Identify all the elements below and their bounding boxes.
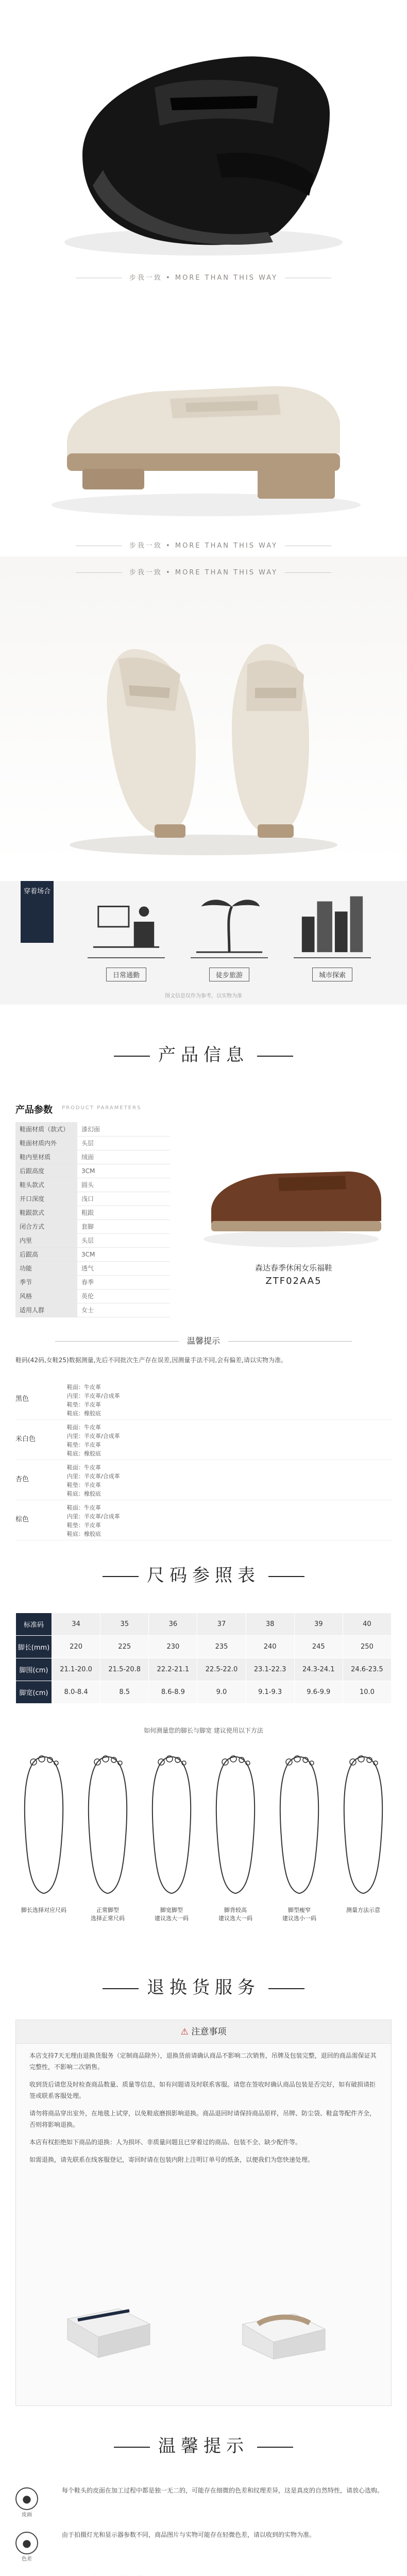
- occasion-commute-label: 日常通勤: [106, 968, 146, 981]
- params-row: [15, 1247, 170, 1261]
- return-section: [0, 1963, 407, 2427]
- foot-type-item: [141, 1747, 202, 1923]
- beige-loafer-pair-image: [0, 556, 407, 866]
- params-key: 功能: [15, 1261, 77, 1275]
- size-cell: 230: [149, 1636, 197, 1658]
- params-key: 鞋面材质（款式）: [15, 1122, 77, 1136]
- size-cell: 10.0: [343, 1681, 391, 1704]
- foot-type-caption: 正常脚型 选择正常尺码: [91, 1907, 125, 1922]
- params-key: 季节: [15, 1275, 77, 1289]
- size-cell: 8.6-8.9: [149, 1681, 197, 1704]
- foot-type-caption: 脚宽脚型 建议选大一码: [155, 1907, 189, 1922]
- params-key: 开口深度: [15, 1192, 77, 1206]
- size-cell: 225: [100, 1636, 149, 1658]
- params-value: 3CM: [77, 1164, 170, 1178]
- black-loafer-image: [0, 0, 407, 289]
- params-key: 鞋内里材质: [15, 1150, 77, 1164]
- size-row: [16, 1681, 392, 1704]
- tip-row: [15, 2483, 392, 2517]
- size-row-head: 标准码: [16, 1613, 52, 1636]
- size-cell: 22.2-21.1: [149, 1658, 197, 1681]
- params-key: 鞋头款式: [15, 1178, 77, 1192]
- occasion-note: 图文信息仅作为参考，以实物为准: [165, 993, 242, 999]
- params-row: [15, 1150, 170, 1164]
- brown-loafer-image: [191, 1133, 392, 1257]
- params-value: 透气: [77, 1261, 170, 1275]
- params-value: 3CM: [77, 1247, 170, 1261]
- foot-type-caption: 脚型瘦窄 建议选小一码: [282, 1907, 316, 1922]
- material-line: 内里：羊皮革/合成革: [67, 1473, 120, 1480]
- size-title: 尺码参照表: [0, 1561, 407, 1586]
- palm-tree-icon: [191, 886, 268, 958]
- material-line: 鞋底：橡胶底: [67, 1531, 101, 1537]
- params-row: [15, 1219, 170, 1233]
- size-cell: 8.5: [100, 1681, 149, 1704]
- size-cell: 220: [52, 1636, 100, 1658]
- return-paragraph: 收到货后请您及时检查商品数量、质量等信息，如有问题请及时联系客服。请您在签收时确认商品包装是否完好，如有破损请拒签或联系客服处理。: [29, 2081, 376, 2099]
- foot-type-item: [205, 1747, 266, 1923]
- params-key: 后跟高度: [15, 1164, 77, 1178]
- size-note: 如何测量您的脚长与脚宽 建议使用以下方法: [144, 1727, 263, 1734]
- tips-section: [0, 2427, 407, 2576]
- foot-outline-icon: [13, 1747, 75, 1901]
- material-row: [15, 1501, 392, 1540]
- params-row: [15, 1206, 170, 1219]
- product-info-title: 产品信息: [0, 1041, 407, 1066]
- foot-type-caption: 测量方法示意: [346, 1907, 380, 1913]
- tip-text: 每个鞋头的皮面在加工过程中都是独一无二的，可能存在细微的色差和纹理差异，这是真皮的自然特性，请放心选购。: [62, 2487, 384, 2494]
- params-key: 后跟高: [15, 1247, 77, 1261]
- params-row: [15, 1233, 170, 1247]
- return-notice-box: [15, 2020, 392, 2406]
- insole-tip-note: 鞋码(42码,女鞋25)数据测量,先后不同批次生产存在误差,因测量手法不同,会有偏差,请以实物为准。: [15, 1357, 287, 1364]
- hero-beige-loafer-side: [0, 289, 407, 556]
- material-row: [15, 1461, 392, 1500]
- occasion-section: [0, 881, 407, 1005]
- params-value: 绒面: [77, 1150, 170, 1164]
- hero-tagline-2: 步我一致 • MORE THAN THIS WAY: [0, 540, 407, 550]
- product-params-block: [0, 1103, 407, 1319]
- size-cell: 34: [52, 1613, 100, 1636]
- return-paragraph: 请勿将商品穿出室外，在地毯上试穿，以免鞋底磨损影响退换。商品退回时请保持商品原样，吊牌、防尘袋、鞋盒等配件齐全，否则将影响退换。: [29, 2110, 376, 2128]
- leather-icon: ●: [15, 2487, 38, 2510]
- params-value: 头层: [77, 1136, 170, 1150]
- material-line: 鞋垫：羊皮革: [67, 1442, 101, 1448]
- size-cell: 245: [294, 1636, 343, 1658]
- params-key: 鞋跟款式: [15, 1206, 77, 1219]
- size-row: [16, 1613, 392, 1636]
- material-line: 鞋垫：羊皮革: [67, 1401, 101, 1408]
- foot-type-item: [77, 1747, 139, 1923]
- size-cell: 24.3-24.1: [294, 1658, 343, 1681]
- params-key: 内里: [15, 1233, 77, 1247]
- return-title: 退换货服务: [0, 1973, 407, 1998]
- params-value: 春季: [77, 1275, 170, 1289]
- material-color-label: 黑色: [15, 1395, 29, 1403]
- shoe-box-image: [62, 2288, 155, 2360]
- size-cell: 240: [246, 1636, 294, 1658]
- size-row: [16, 1636, 392, 1658]
- size-cell: 21.1-20.0: [52, 1658, 100, 1681]
- foot-outline-icon: [141, 1747, 202, 1901]
- params-value: 女士: [77, 1303, 170, 1317]
- params-row: [15, 1178, 170, 1192]
- params-row: [15, 1303, 170, 1317]
- model-code: ZTF02AA5: [265, 1276, 322, 1286]
- material-line: 鞋面：牛皮革: [67, 1464, 101, 1471]
- foot-type-item: [332, 1747, 394, 1914]
- occasion-commute: [82, 886, 170, 989]
- return-paragraph: 本店有权拒绝如下商品的退换：人为损坏、非质量问题且已穿着过的商品、包装不全、缺少配件等。: [29, 2139, 302, 2146]
- params-row: [15, 1164, 170, 1178]
- material-line: 鞋底：橡胶底: [67, 1490, 101, 1497]
- params-title: 产品参数: [15, 1105, 53, 1115]
- material-row: [15, 1421, 392, 1460]
- material-line: 内里：羊皮革/合成革: [67, 1393, 120, 1399]
- tip-icon-caption: 色差: [22, 2556, 32, 2562]
- size-row-head: 脚长(mm): [16, 1636, 52, 1658]
- size-cell: 235: [197, 1636, 246, 1658]
- material-color-label: 米白色: [15, 1435, 36, 1443]
- occasion-city-label: 城市探索: [312, 968, 352, 981]
- product-info-section: [0, 1005, 407, 1540]
- material-line: 鞋底：橡胶底: [67, 1410, 101, 1417]
- hero-beige-pair: [0, 556, 407, 866]
- material-line: 鞋面：牛皮革: [67, 1384, 101, 1391]
- material-color-label: 棕色: [15, 1516, 29, 1523]
- params-key: 适用人群: [15, 1303, 77, 1317]
- size-row: [16, 1658, 392, 1681]
- size-cell: 39: [294, 1613, 343, 1636]
- size-cell: 9.0: [197, 1681, 246, 1704]
- params-value: 粗跟: [77, 1206, 170, 1219]
- params-subtitle: PRODUCT PARAMETERS: [62, 1105, 142, 1111]
- size-cell: 8.0-8.4: [52, 1681, 100, 1704]
- tip-text: 由于拍摄灯光和显示器参数不同，商品图片与实物可能存在轻微色差，请以收到的实物为准。: [62, 2531, 316, 2538]
- size-cell: 38: [246, 1613, 294, 1636]
- material-line: 鞋垫：羊皮革: [67, 1482, 101, 1488]
- size-cell: 250: [343, 1636, 391, 1658]
- material-line: 内里：羊皮革/合成革: [67, 1513, 120, 1520]
- params-value: 头层: [77, 1233, 170, 1247]
- size-cell: 37: [197, 1613, 246, 1636]
- shoe-box-open-image: [238, 2288, 330, 2360]
- foot-type-caption: 脚背较高 建议选大一码: [218, 1907, 252, 1922]
- city-skyline-icon: [294, 886, 371, 958]
- tips-title: 温馨提示: [0, 2432, 407, 2457]
- size-cell: 9.6-9.9: [294, 1681, 343, 1704]
- params-key: 鞋面材质内外: [15, 1136, 77, 1150]
- beige-loafer-side-image: [0, 289, 407, 556]
- size-table: [15, 1613, 392, 1704]
- material-line: 鞋面：牛皮革: [67, 1504, 101, 1511]
- occasion-tag: 穿着场合: [21, 881, 54, 943]
- occasion-travel: [185, 886, 273, 989]
- params-row: [15, 1192, 170, 1206]
- params-row: [15, 1275, 170, 1289]
- warning-icon: ⚠: [180, 2027, 192, 2037]
- params-value: 圆头: [77, 1178, 170, 1192]
- size-cell: 40: [343, 1613, 391, 1636]
- size-cell: 35: [100, 1613, 149, 1636]
- foot-outline-icon: [77, 1747, 139, 1901]
- size-cell: 24.6-23.5: [343, 1658, 391, 1681]
- params-row: [15, 1122, 170, 1136]
- palette-icon: ●: [15, 2532, 38, 2554]
- material-row: [15, 1381, 392, 1420]
- hero-tagline-3: 步我一致 • MORE THAN THIS WAY: [0, 567, 407, 577]
- foot-outline-icon: [268, 1747, 330, 1901]
- return-paragraph: 如需退换，请先联系在线客服登记，寄回时请在包装内附上注明订单号的纸条，以便我们为您快速处理。: [29, 2156, 314, 2163]
- params-key: 闭合方式: [15, 1219, 77, 1233]
- size-cell: 36: [149, 1613, 197, 1636]
- params-value: 漆幻面: [77, 1122, 170, 1136]
- size-row-head: 脚宽(cm): [16, 1681, 52, 1704]
- size-cell: 23.1-22.3: [246, 1658, 294, 1681]
- params-row: [15, 1289, 170, 1303]
- size-cell: 22.5-22.0: [197, 1658, 246, 1681]
- tip-row: [15, 2572, 392, 2576]
- params-table: [15, 1122, 170, 1317]
- foot-type-caption: 脚长选择对应尺码: [21, 1907, 66, 1913]
- foot-outline-icon: [205, 1747, 266, 1901]
- hero-tagline: 步我一致 • MORE THAN THIS WAY: [0, 272, 407, 282]
- params-key: 风格: [15, 1289, 77, 1303]
- params-row: [15, 1136, 170, 1150]
- tip-row: [15, 2528, 392, 2562]
- foot-outline-icon: [332, 1747, 394, 1901]
- params-value: 英伦: [77, 1289, 170, 1303]
- insole-tip-heading: 温馨提示: [0, 1334, 407, 1346]
- size-section: [0, 1540, 407, 1963]
- tip-icon-caption: 皮面: [22, 2512, 32, 2518]
- material-line: 鞋底：橡胶底: [67, 1450, 101, 1457]
- material-line: 内里：羊皮革/合成革: [67, 1433, 120, 1439]
- material-line: 鞋面：牛皮革: [67, 1424, 101, 1431]
- return-paragraph: 本店支持7天无理由退换货服务（定制商品除外），退换货前请确认商品不影响二次销售，吊牌及包装完整，退回的商品需保证其完整性，不影响二次销售。: [29, 2052, 377, 2071]
- model-name: 森达春季休闲女乐福鞋: [255, 1263, 332, 1273]
- size-cell: 9.1-9.3: [246, 1681, 294, 1704]
- params-value: 套脚: [77, 1219, 170, 1233]
- occasion-travel-label: 徒步旅游: [209, 968, 249, 981]
- size-row-head: 脚围(cm): [16, 1658, 52, 1681]
- return-notice-title: ⚠ 注意事项: [16, 2020, 391, 2044]
- params-value: 浅口: [77, 1192, 170, 1206]
- material-line: 鞋垫：羊皮革: [67, 1522, 101, 1529]
- foot-type-item: [13, 1747, 75, 1914]
- occasion-city: [289, 886, 376, 989]
- foot-type-item: [268, 1747, 330, 1923]
- hero-black-loafer: [0, 0, 407, 289]
- material-color-label: 杏色: [15, 1476, 29, 1483]
- tip-text: [62, 2574, 392, 2576]
- office-desk-icon: [88, 886, 165, 958]
- size-cell: 21.5-20.8: [100, 1658, 149, 1681]
- params-row: [15, 1261, 170, 1275]
